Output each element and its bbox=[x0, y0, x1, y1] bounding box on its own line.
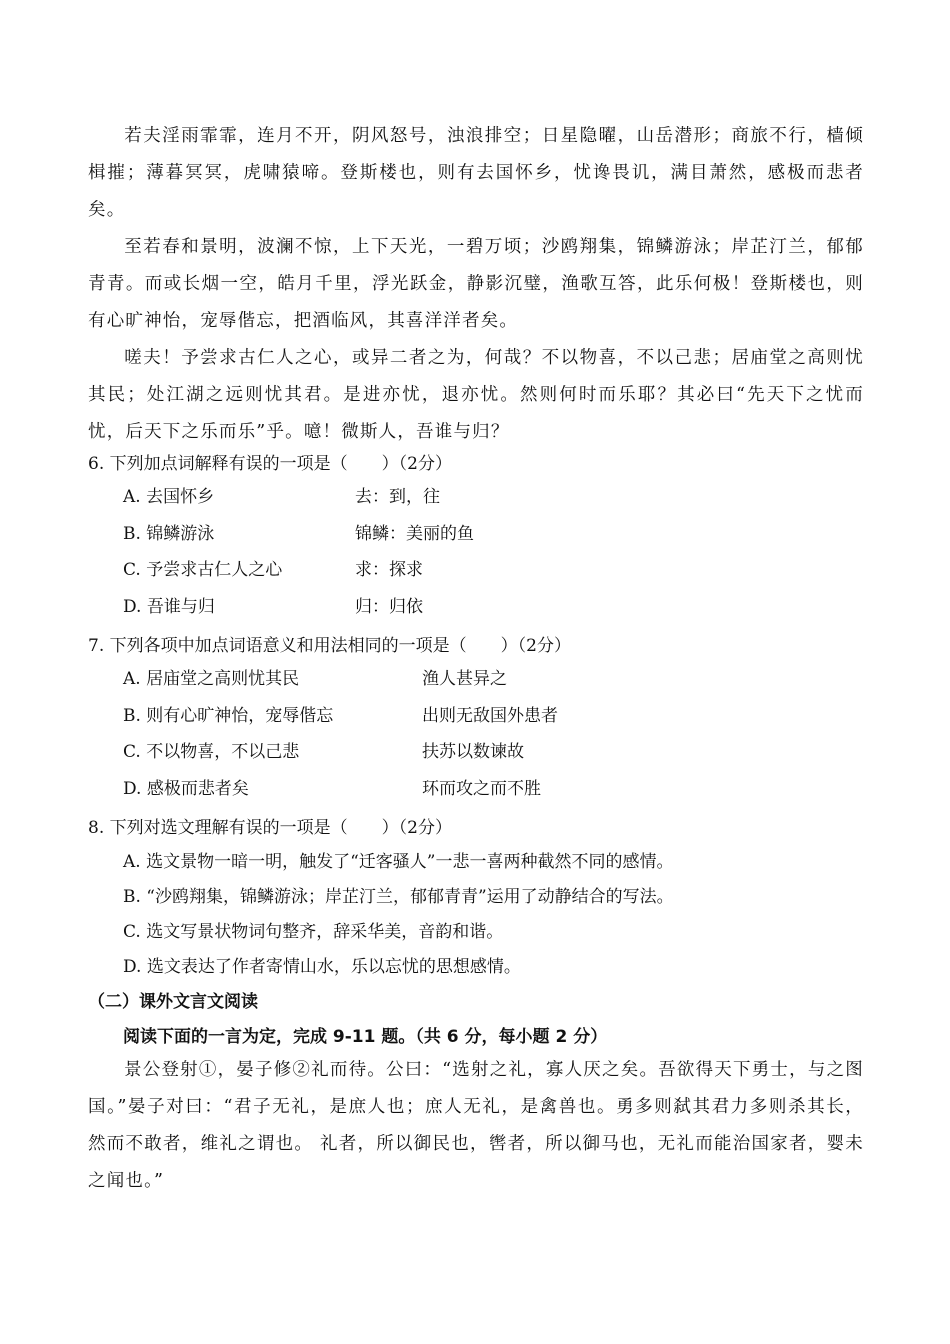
question-6-option-b: B. 锦鳞游泳 bbox=[123, 524, 215, 544]
section-2-instruction: 阅读下面的一言为定，完成 9-11 题。（共 6 分，每小题 2 分） bbox=[123, 1027, 608, 1047]
question-6-stem: 6. 下列加点词解释有误的一项是（ ）（2分） bbox=[88, 454, 452, 474]
passage-paragraph-3 bbox=[88, 340, 864, 451]
passage-text-2: 至若春和景明，波澜不惊，上下天光，一碧万顷；沙鸥翔集，锦鳞游泳；岸芷汀兰，郁郁青青。而或长烟一空，皓月千里，浮光跃金，静影沉璧，渔歌互答，此乐何极！登斯楼也，则有心旷神怡，宠辱偕忘，把酒临风，其喜洋洋者矣。 bbox=[88, 237, 864, 331]
passage-paragraph-2 bbox=[88, 229, 864, 340]
question-7-option-d-compare: 环而攻之而不胜 bbox=[422, 779, 541, 799]
question-6-option-d-meaning: 归：归依 bbox=[355, 597, 423, 617]
question-7-stem: 7. 下列各项中加点词语意义和用法相同的一项是（ ）（2分） bbox=[88, 636, 571, 656]
question-7-option-c: C. 不以物喜，不以己悲 bbox=[123, 742, 300, 762]
question-6-option-a-meaning: 去：到，往 bbox=[355, 487, 440, 507]
question-6-option-d: D. 吾谁与归 bbox=[123, 597, 215, 617]
question-6-option-c-meaning: 求：探求 bbox=[355, 560, 423, 580]
question-6-option-a: A. 去国怀乡 bbox=[123, 487, 215, 507]
question-7-option-d: D. 感极而悲者矣 bbox=[123, 779, 249, 799]
question-7-option-c-compare: 扶苏以数谏故 bbox=[422, 742, 524, 762]
question-7-option-b: B. 则有心旷神怡，宠辱偕忘 bbox=[123, 706, 334, 726]
question-8-option-b: B. “沙鸥翔集，锦鳞游泳；岸芷汀兰，郁郁青青”运用了动静结合的写法。 bbox=[123, 887, 674, 907]
section-2-passage-text: 景公登射①，晏子修②礼而待。公曰：“选射之礼，寡人厌之矣。吾欲得天下勇士，与之图国。”晏子对曰：“君子无礼，是庶人也；庶人无礼，是禽兽也。勇多则弑其君力多则杀其长，然而不敢者，维礼之谓也。 礼者，所以御民也，辔者，所以御马也，无礼而能治国家者，婴未之闻也。” bbox=[88, 1060, 864, 1191]
question-7-option-a: A. 居庙堂之高则忧其民 bbox=[123, 669, 300, 689]
section-2-passage bbox=[88, 1052, 864, 1200]
question-6-option-b-meaning: 锦鳞：美丽的鱼 bbox=[355, 524, 474, 544]
section-2-title: （二）课外文言文阅读 bbox=[88, 992, 258, 1012]
passage-paragraph-1 bbox=[88, 118, 864, 229]
question-8-option-a: A. 选文景物一暗一明，触发了“迁客骚人”一悲一喜两种截然不同的感情。 bbox=[123, 852, 674, 872]
passage-text-3: 嗟夫！予尝求古仁人之心，或异二者之为，何哉？不以物喜，不以己悲；居庙堂之高则忧其民；处江湖之远则忧其君。是进亦忧，退亦忧。然则何时而乐耶？其必曰“先天下之忧而忧，后天下之乐而乐”乎。噫！微斯人，吾谁与归？ bbox=[88, 348, 864, 442]
question-6-option-c: C. 予尝求古仁人之心 bbox=[123, 560, 283, 580]
passage-text-1: 若夫淫雨霏霏，连月不开，阴风怒号，浊浪排空；日星隐曜，山岳潜形；商旅不行，樯倾楫摧；薄暮冥冥，虎啸猿啼。登斯楼也，则有去国怀乡，忧谗畏讥，满目萧然，感极而悲者矣。 bbox=[88, 126, 864, 220]
question-8-stem: 8. 下列对选文理解有误的一项是（ ）（2分） bbox=[88, 818, 452, 838]
question-8-option-c: C. 选文写景状物词句整齐，辞采华美，音韵和谐。 bbox=[123, 922, 504, 942]
question-7-option-b-compare: 出则无敌国外患者 bbox=[422, 706, 558, 726]
question-7-option-a-compare: 渔人甚异之 bbox=[422, 669, 507, 689]
question-8-option-d: D. 选文表达了作者寄情山水，乐以忘忧的思想感情。 bbox=[123, 957, 521, 977]
